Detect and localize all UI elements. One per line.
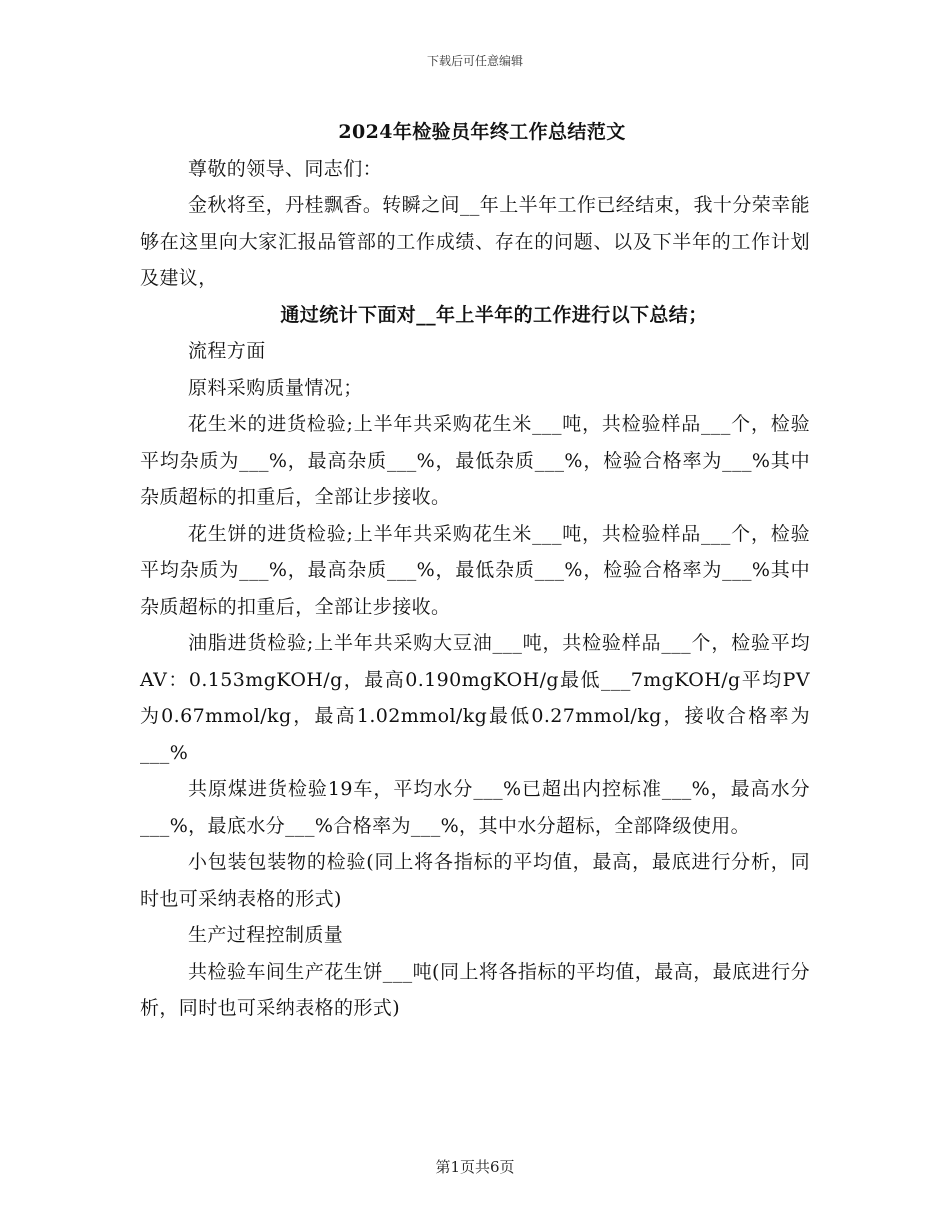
peanut-kernel-paragraph: 花生米的进货检验;上半年共采购花生米___吨，共检验样品___个，检验平均杂质为___%，最高杂质___%，最低杂质___%，检验合格率为___%其中杂质超标的扣重后，全部让步接收。 xyxy=(140,413,810,508)
greeting-paragraph: 尊敬的领导、同志们： xyxy=(188,157,383,180)
section-heading-raw-materials: 原料采购质量情况； xyxy=(188,376,363,399)
production-paragraph: 共检验车间生产花生饼___吨(同上将各指标的平均值，最高，最底进行分析，同时也可采纳表格的形式) xyxy=(140,960,810,1019)
peanut-cake-paragraph: 花生饼的进货检验;上半年共采购花生米___吨，共检验样品___个，检验平均杂质为___%，最高杂质___%，最低杂质___%，检验合格率为___%其中杂质超标的扣重后，全部让步接收。 xyxy=(140,522,810,618)
oil-paragraph: 油脂进货检验;上半年共采购大豆油___吨，共检验样品___个，检验平均AV：0.153mgKOH/g，最高0.190mgKOH/g最低___7mgKOH/g平均PV为0.67mmol/kg，最高1.02mmol/kg最低0.27mmol/kg，接收合格率为___% xyxy=(140,632,810,764)
packaging-paragraph: 小包装包装物的检验(同上将各指标的平均值，最高，最底进行分析，同时也可采纳表格的形式) xyxy=(140,851,810,910)
section-heading-production: 生产过程控制质量 xyxy=(188,924,344,946)
page-number: 第1页共6页 xyxy=(435,1158,515,1176)
intro-paragraph: 金秋将至，丹桂飘香。转瞬之间__年上半年工作已经结束，我十分荣幸能够在这里向大家汇报品管部的工作成绩、存在的问题、以及下半年的工作计划及建议， xyxy=(140,194,810,289)
page-header-note: 下载后可任意编辑 xyxy=(426,54,523,68)
document-body xyxy=(140,114,810,1027)
coal-paragraph: 共原煤进货检验19车，平均水分___%已超出内控标准___%，最高水分___%，最底水分___%合格率为___%，其中水分超标，全部降级使用。 xyxy=(140,778,810,837)
document-title: 2024年检验员年终工作总结范文 xyxy=(338,121,626,143)
section-heading-process: 流程方面 xyxy=(188,340,266,362)
summary-subheading: 通过统计下面对__年上半年的工作进行以下总结； xyxy=(280,303,708,326)
